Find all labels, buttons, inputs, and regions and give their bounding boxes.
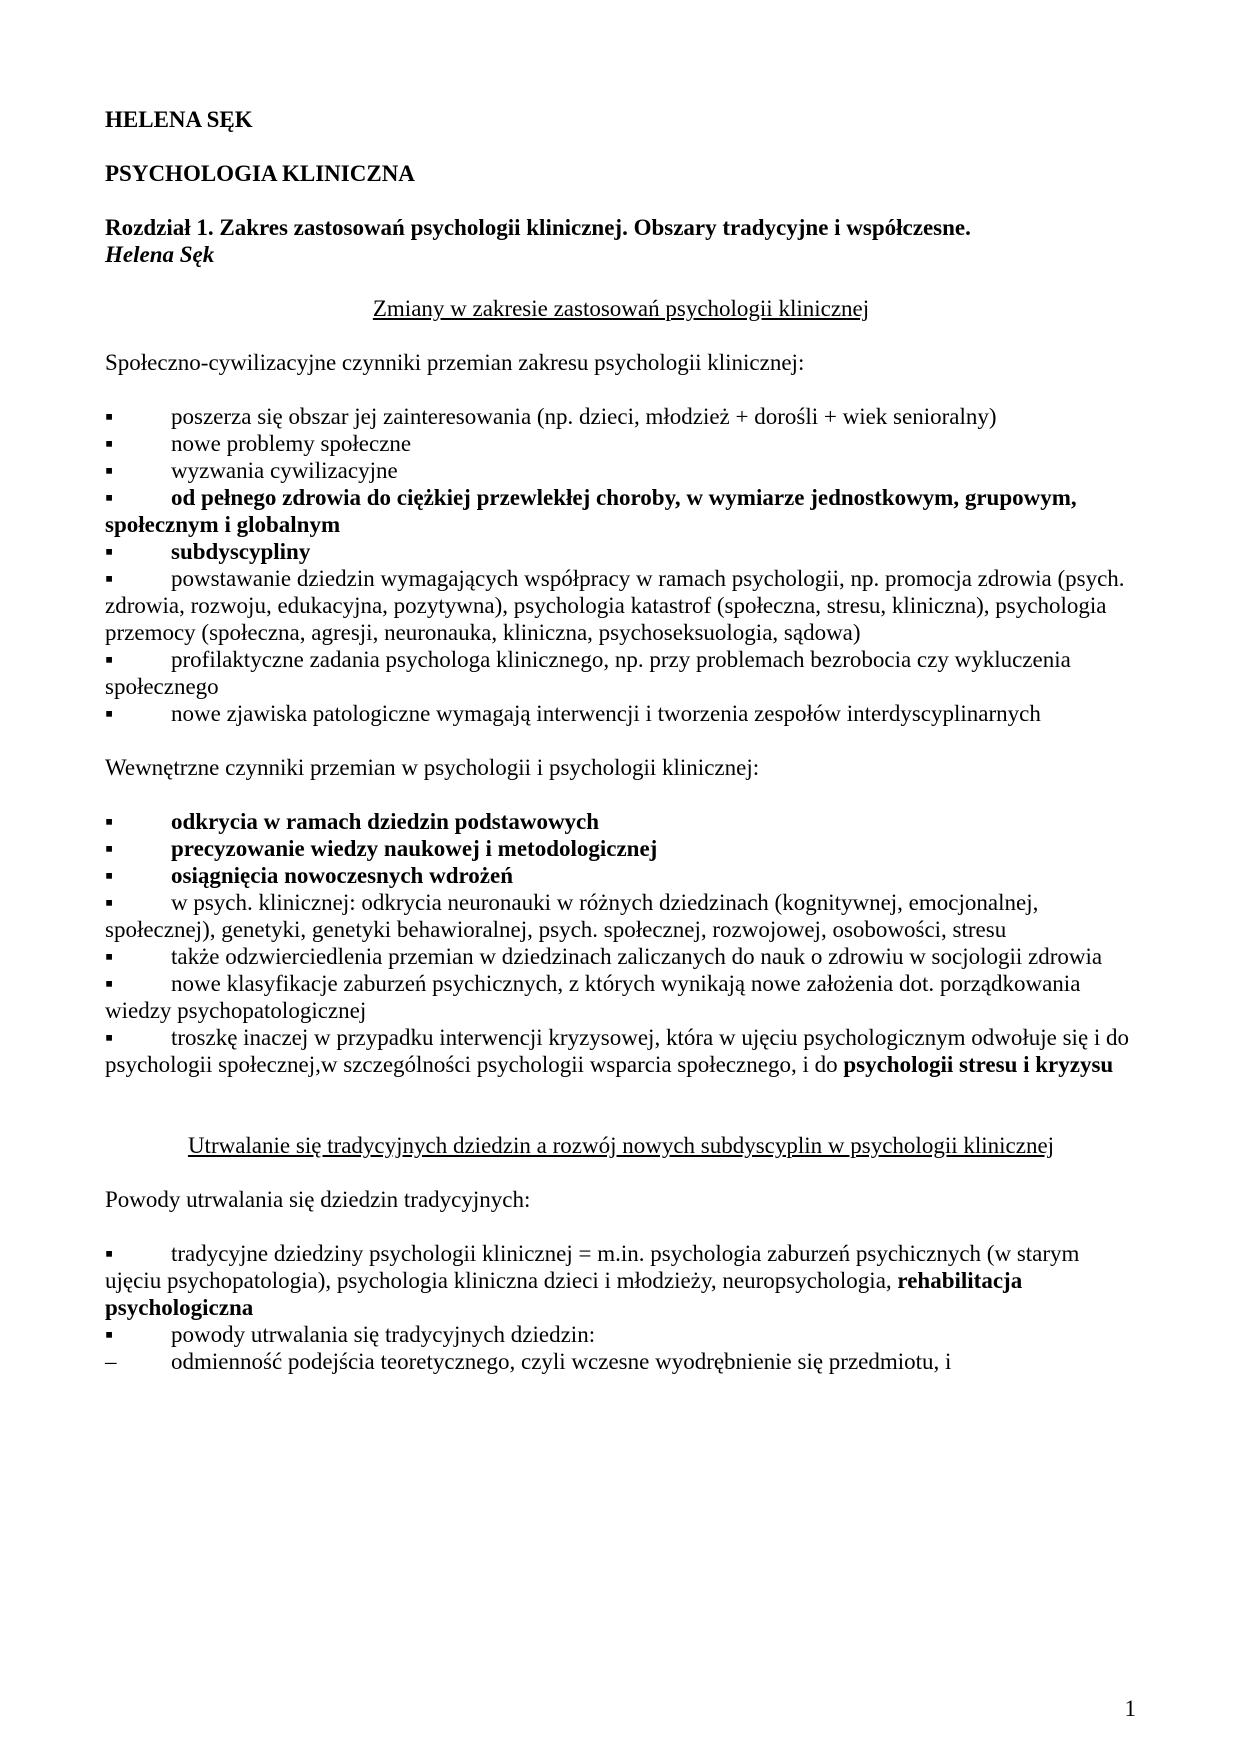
bullet-icon: ▪ (105, 944, 114, 969)
bullet-icon: ▪ (105, 458, 114, 483)
bullet-icon: ▪ (105, 431, 114, 456)
list-item-text: powstawanie dziedzin wymagających współpracy w ramach psychologii, np. promocja zdrowia (psych. zdrowia, rozwoju, edukacyjna, pozytywna), psychologia katastrof (społeczna, stresu, kliniczna), psychologia przemocy (społeczna, agresji, neuronauka, kliniczna, psychoseksuologia, sądowa) (105, 566, 1125, 645)
bullet-icon: ▪ (105, 863, 114, 888)
list-item-text: wyzwania cywilizacyjne (171, 458, 398, 483)
list-item-text: w psych. klinicznej: odkrycia neuronauki w różnych dziedzinach (kognitywnej, emocjonalnej, społecznej), genetyki, genetyki behawioralnej, psych. społecznej, rozwojowej, osobowości, stresu (105, 890, 1039, 942)
list-item-text: nowe problemy społeczne (171, 431, 412, 456)
list-item (105, 484, 1137, 538)
list-item-text: subdyscypliny (171, 539, 311, 564)
list-item-text: odkrycia w ramach dziedzin podstawowych (171, 809, 600, 834)
section1-lead: Społeczno-cywilizacyjne czynniki przemian zakresu psychologii klinicznej: (105, 350, 805, 375)
list-item-text: troszkę inaczej w przypadku interwencji kryzysowej, która w ujęciu psychologicznym odwołuje się i do psychologii społecznej,w szczególności psychologii wsparcia społecznego, i do (105, 1025, 1130, 1077)
list-item (105, 565, 1137, 646)
list-item (105, 403, 1137, 430)
bullet-icon: ▪ (105, 890, 114, 915)
list-item (105, 700, 1137, 727)
section2-list (105, 808, 1137, 1078)
bullet-icon: ▪ (105, 809, 114, 834)
bullet-icon: ▪ (105, 404, 114, 429)
bullet-icon: ▪ (105, 1241, 114, 1266)
list-item (105, 835, 1137, 862)
bullet-icon: ▪ (105, 971, 114, 996)
section1-heading-row (105, 295, 1137, 322)
section1-list (105, 403, 1137, 727)
list-item-text-bold: psychologii stresu i kryzysu (843, 1052, 1114, 1077)
list-item-text: profilaktyczne zadania psychologa klinicznego, np. przy problemach bezrobocia czy wykluczenia społecznego (105, 647, 1071, 699)
chapter-title: Rozdział 1. Zakres zastosowań psychologii klinicznej. Obszary tradycyjne i współczesne. (105, 215, 971, 240)
document-content (105, 106, 1137, 1375)
list-item (105, 889, 1137, 943)
document-title: PSYCHOLOGIA KLINICZNA (105, 161, 415, 186)
list-item (105, 538, 1137, 565)
section2-lead: Wewnętrzne czynniki przemian w psychologii i psychologii klinicznej: (105, 755, 760, 780)
section3-heading: Utrwalanie się tradycyjnych dziedzin a rozwój nowych subdyscyplin w psychologii klinicznej (187, 1133, 1055, 1158)
bullet-icon: ▪ (105, 539, 114, 564)
list-item-text: tradycyjne dziedziny psychologii klinicznej = m.in. psychologia zaburzeń psychicznych (w starym ujęciu psychopatologia), psychologia kliniczna dzieci i młodzieży, neuropsychologia, (105, 1241, 1080, 1293)
section3-lead: Powody utrwalania się dziedzin tradycyjnych: (105, 1187, 531, 1212)
list-item (105, 646, 1137, 700)
bullet-icon: ▪ (105, 836, 114, 861)
list-item (105, 457, 1137, 484)
bullet-icon: ▪ (105, 701, 114, 726)
chapter-author: Helena Sęk (105, 242, 215, 267)
section3-list (105, 1240, 1137, 1375)
list-item-text: osiągnięcia nowoczesnych wdrożeń (171, 863, 514, 888)
list-item (105, 943, 1137, 970)
section3-heading-row (105, 1132, 1137, 1159)
dash-icon: – (105, 1349, 117, 1374)
list-item (105, 1240, 1137, 1321)
list-item (105, 808, 1137, 835)
bullet-icon: ▪ (105, 485, 114, 510)
list-item-text-bold: rehabilitacja psychologiczna (105, 1268, 1023, 1320)
list-item-text: poszerza się obszar jej zainteresowania (np. dzieci, młodzież + dorośli + wiek senioralny) (171, 404, 997, 429)
list-item (105, 970, 1137, 1024)
list-item (105, 1321, 1137, 1348)
list-item-text: nowe klasyfikacje zaburzeń psychicznych, z których wynikają nowe założenia dot. porządkowania wiedzy psychopatologicznej (105, 971, 1081, 1023)
list-item-text: nowe zjawiska patologiczne wymagają interwencji i tworzenia zespołów interdyscyplinarnych (171, 701, 1041, 726)
bullet-icon: ▪ (105, 1322, 114, 1347)
bullet-icon: ▪ (105, 647, 114, 672)
bullet-icon: ▪ (105, 566, 114, 591)
list-item-text: precyzowanie wiedzy naukowej i metodologicznej (171, 836, 658, 861)
section1-heading: Zmiany w zakresie zastosowań psychologii klinicznej (372, 296, 870, 321)
list-item-text: także odzwierciedlenia przemian w dziedzinach zaliczanych do nauk o zdrowiu w socjologii zdrowia (171, 944, 1103, 969)
list-item (105, 1024, 1137, 1078)
page-number: 1 (1124, 1696, 1136, 1721)
list-item (105, 862, 1137, 889)
list-item-text: odmienność podejścia teoretycznego, czyli wczesne wyodrębnienie się przedmiotu, i (171, 1349, 952, 1374)
list-item (105, 430, 1137, 457)
author-heading: HELENA SĘK (105, 107, 253, 132)
list-item-text: powody utrwalania się tradycyjnych dziedzin: (171, 1322, 596, 1347)
list-item (105, 1348, 1137, 1375)
bullet-icon: ▪ (105, 1025, 114, 1050)
list-item-text: od pełnego zdrowia do ciężkiej przewlekłej choroby, w wymiarze jednostkowym, grupowym, społecznym i globalnym (105, 485, 1077, 537)
